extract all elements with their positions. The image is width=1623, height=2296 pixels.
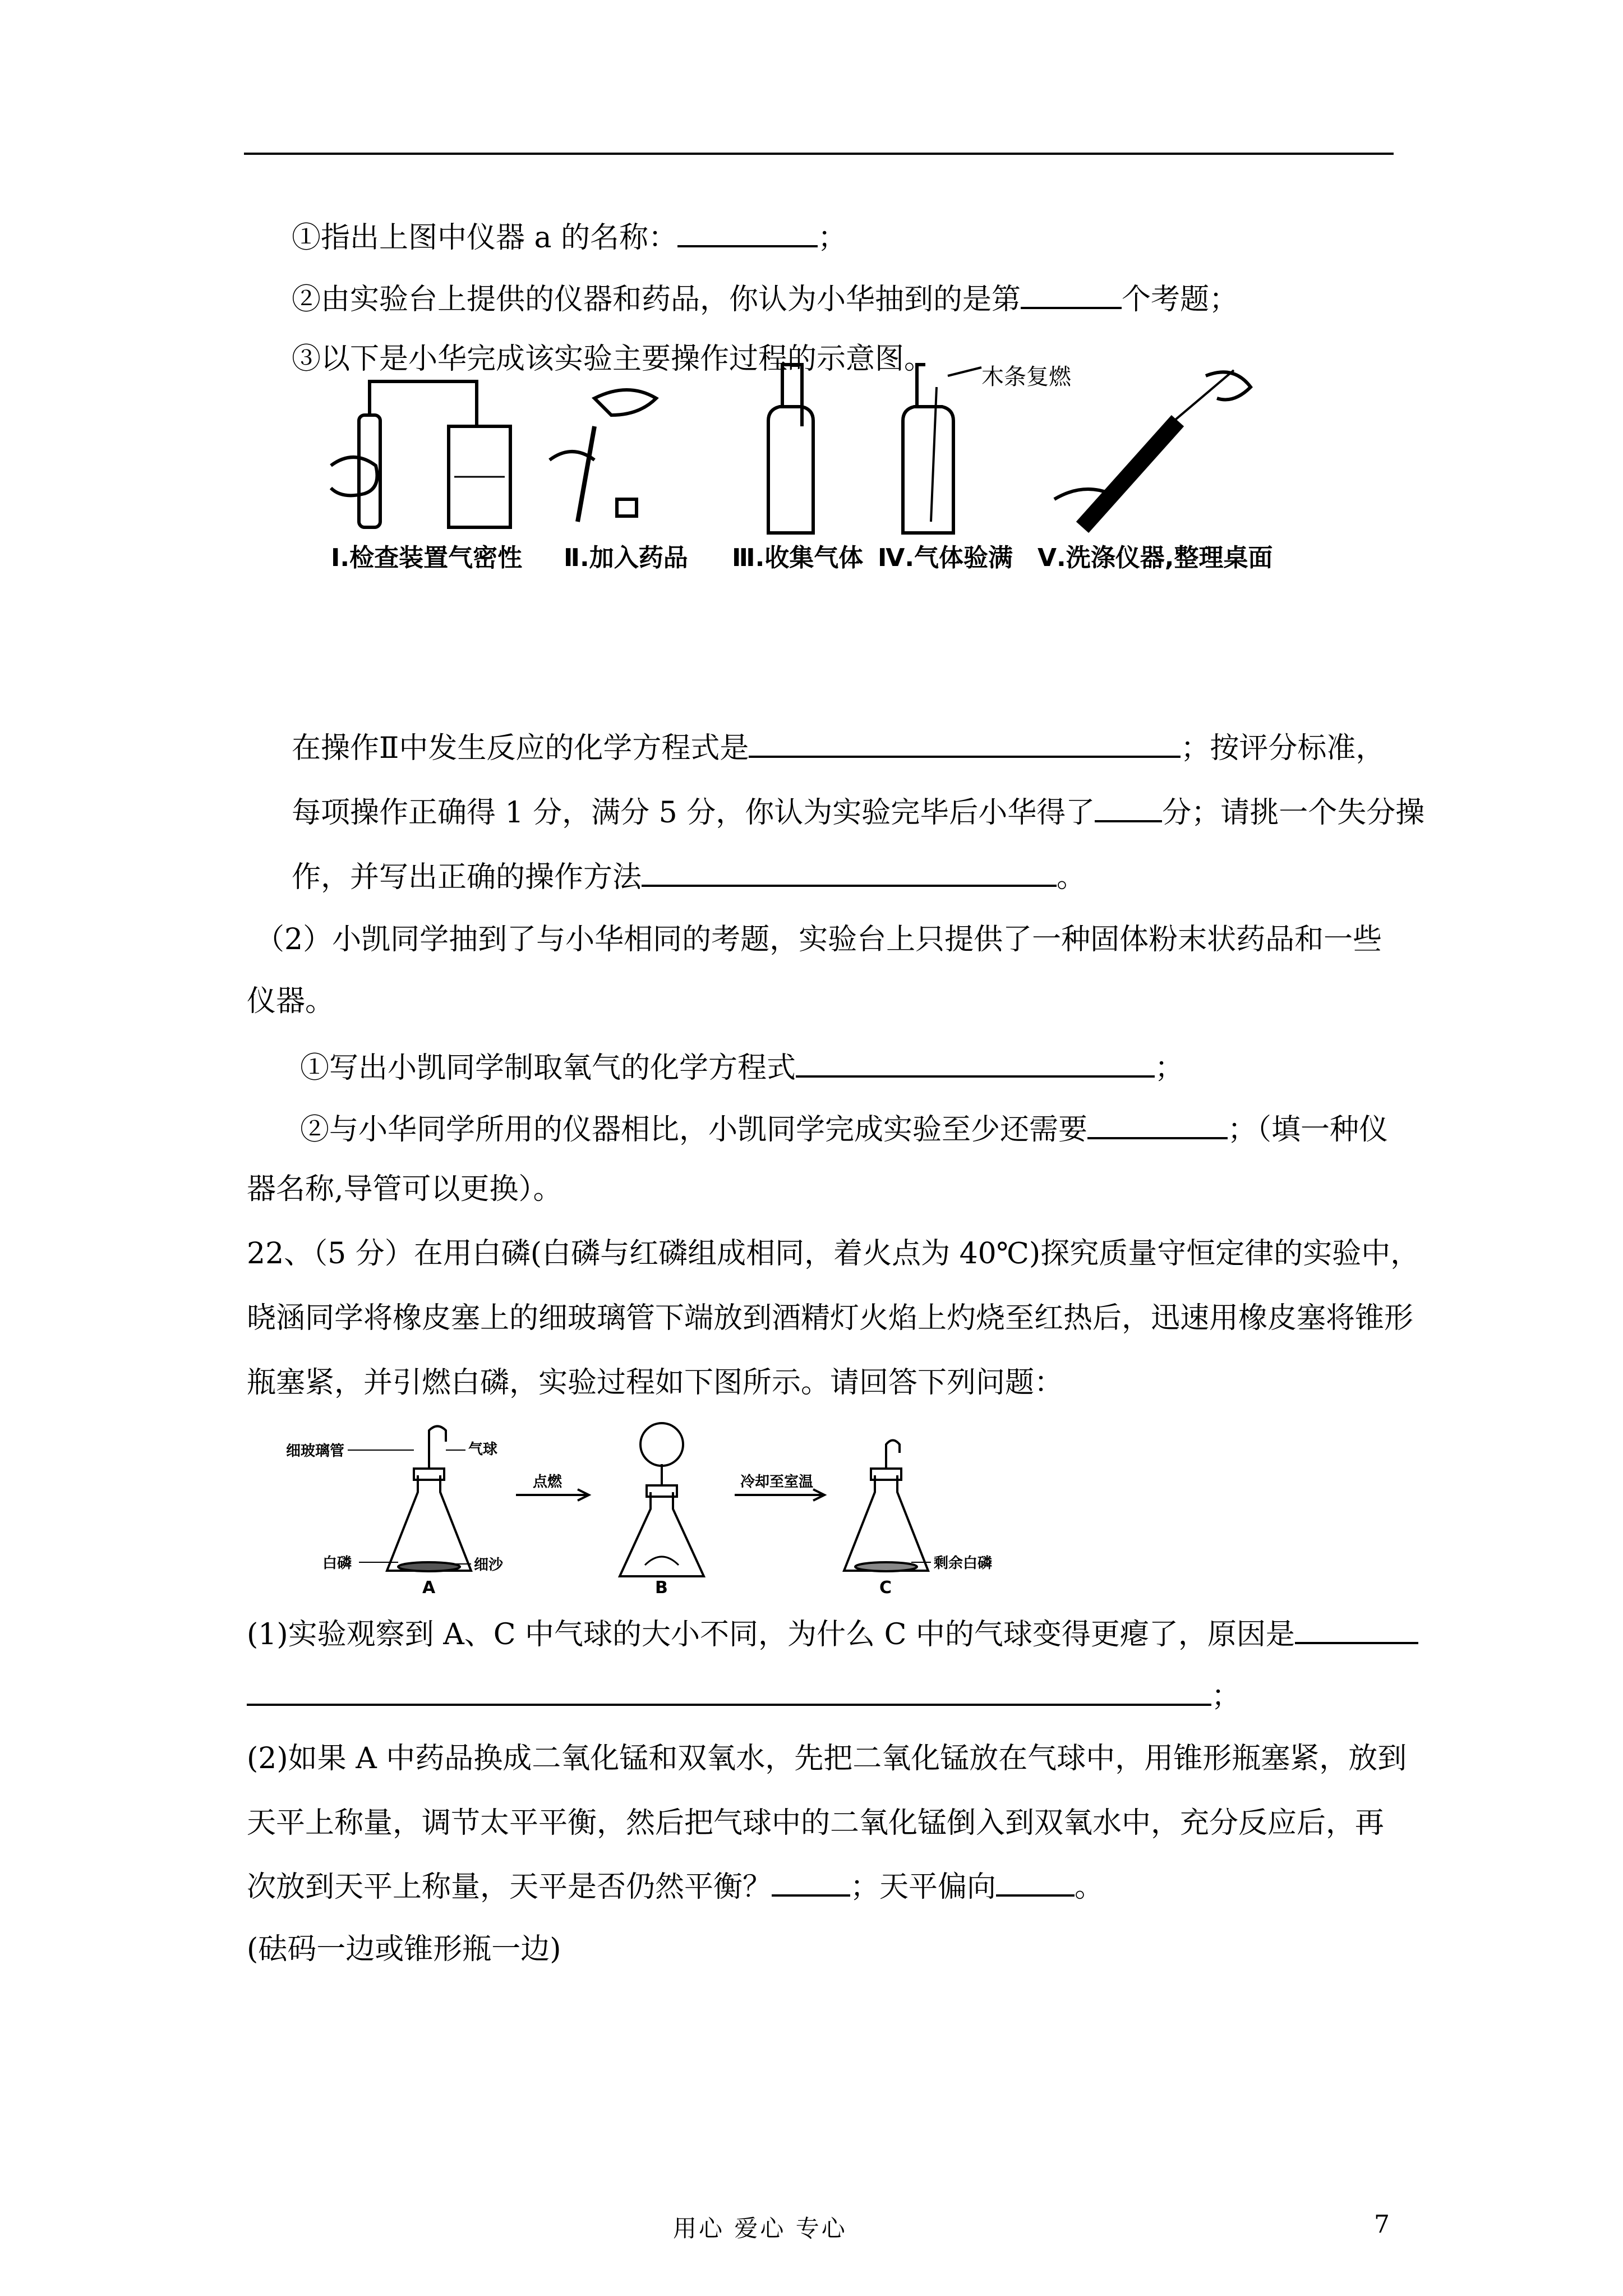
q22-sub1-pre: (1)实验观察到 A、C 中气球的大小不同，为什么 C 中的气球变得更瘪了，原因是	[247, 1618, 1295, 1651]
step-label-2: Ⅱ.加入药品	[564, 544, 688, 572]
q21-sub1-line	[292, 216, 847, 257]
q22-sub2-line3-pre: 次放到天平上称量，天平是否仍然平衡？	[247, 1870, 772, 1904]
step1-illustration	[331, 381, 510, 527]
footer-motto: 用心 爱心 专心	[673, 2215, 847, 2242]
q21-part2-sub2	[300, 1108, 1388, 1149]
q21-op-line3-pre: 作，并写出正确的操作方法	[292, 861, 642, 894]
step-label-4: Ⅳ.气体验满	[878, 544, 1013, 572]
q22-sub1-line2	[247, 1674, 1241, 1716]
answer-blank[interactable]	[1095, 791, 1162, 822]
answer-blank[interactable]	[796, 1046, 1155, 1078]
flask-a-illustration	[348, 1427, 471, 1572]
answer-blank[interactable]	[749, 726, 1181, 758]
q21-part2-sub1-pre: ①写出小凯同学制取氧气的化学方程式	[300, 1051, 796, 1085]
q22-sub2-line1: (2)如果 A 中药品换成二氧化锰和双氧水，先把二氧化锰放在气球中，用锥形瓶塞紧，放到	[247, 1742, 1407, 1775]
q21-op-line3-post: 。	[1057, 861, 1086, 894]
label-flask-c: C	[879, 1578, 892, 1598]
header-rule	[244, 153, 1394, 155]
label-glass-tube: 细玻璃管	[286, 1443, 345, 1460]
q21-part2-line1: （2）小凯同学抽到了与小华相同的考题，实验台上只提供了一种固体粉末状药品和一些	[255, 923, 1382, 956]
step4-illustration	[903, 365, 981, 533]
step3-illustration	[768, 365, 813, 533]
q22-line1: 22、（5 分）在用白磷(白磷与红磷组成相同，着火点为 40℃)探究质量守恒定律的实验中，	[247, 1237, 1420, 1271]
q21-op-line2	[292, 791, 1424, 832]
step-label-1: Ⅰ.检查装置气密性	[331, 544, 523, 572]
q22-line2: 晓涵同学将橡皮塞上的细玻璃管下端放到酒精灯火焰上灼烧至红热后，迅速用橡皮塞将锥形	[247, 1301, 1414, 1335]
q21-op-line3	[292, 855, 1086, 897]
answer-blank[interactable]	[1021, 278, 1122, 309]
answer-blank[interactable]	[247, 1674, 1211, 1706]
q22-sub2-note: (砝码一边或锥形瓶一边)	[247, 1932, 561, 1966]
q21-op-line2-pre: 每项操作正确得 1 分，满分 5 分，你认为实验完毕后小华得了	[292, 796, 1095, 830]
label-sand: 细沙	[474, 1557, 504, 1573]
q21-part2-sub1-post: ；	[1155, 1051, 1184, 1085]
arrow-cool	[735, 1489, 824, 1501]
step-label-3: Ⅲ.收集气体	[732, 544, 864, 572]
q22-sub1-line	[247, 1613, 1418, 1654]
step5-illustration	[1054, 370, 1251, 527]
q21-op-line1-pre: 在操作Ⅱ中发生反应的化学方程式是	[292, 731, 749, 765]
flask-b-illustration	[620, 1423, 704, 1576]
q22-sub2-line3	[247, 1865, 1104, 1907]
label-balloon: 气球	[468, 1441, 498, 1458]
label-flask-b: B	[655, 1578, 668, 1598]
q21-sub2-line	[292, 278, 1238, 319]
label-white-phosphorus: 白磷	[322, 1555, 352, 1572]
flask-c-illustration	[844, 1441, 931, 1572]
arrow-ignite	[516, 1489, 589, 1501]
q22-sub2-line2: 天平上称量，调节太平平衡，然后把气球中的二氧化锰倒入到双氧水中，充分反应后，再	[247, 1806, 1385, 1840]
answer-blank[interactable]	[772, 1865, 850, 1897]
q21-part2-line2: 仪器。	[247, 984, 335, 1018]
label-remaining-phosphorus: 剩余白磷	[934, 1555, 993, 1572]
q21-sub2-post: 个考题；	[1122, 283, 1239, 316]
answer-blank[interactable]	[1295, 1613, 1418, 1644]
annotation-splint-rekindles: 木条复燃	[981, 364, 1071, 390]
step-label-5: Ⅴ.洗涤仪器,整理桌面	[1038, 544, 1273, 572]
q21-part2-sub2-post: ；（填一种仪	[1228, 1113, 1389, 1147]
q21-sub2-pre: ②由实验台上提供的仪器和药品，你认为小华抽到的是第	[292, 283, 1021, 316]
answer-blank[interactable]	[996, 1865, 1075, 1897]
q21-op-line2-post: 分；请挑一个失分操	[1162, 796, 1425, 830]
q21-op-line1-post: ；按评分标准，	[1181, 731, 1385, 765]
answer-blank[interactable]	[642, 855, 1057, 887]
q21-part2-sub2-line2: 器名称,导管可以更换）。	[247, 1172, 562, 1206]
q21-sub3-line: ③以下是小华完成该实验主要操作过程的示意图。	[292, 342, 934, 376]
label-arrow-ignite: 点燃	[533, 1474, 562, 1490]
q21-op-line1	[292, 726, 1385, 768]
answer-blank[interactable]	[677, 216, 818, 247]
page-number: 7	[1374, 2210, 1390, 2239]
q21-sub1-text: ①指出上图中仪器 a 的名称：	[292, 221, 678, 255]
q22-sub1-end: ；	[1211, 1680, 1241, 1713]
flask-experiment-figure	[286, 1419, 1015, 1599]
q21-sub1-end: ；	[818, 221, 847, 255]
q21-part2-sub2-pre: ②与小华同学所用的仪器相比，小凯同学完成实验至少还需要	[300, 1113, 1088, 1147]
q22-sub2-line3-post: 。	[1075, 1870, 1104, 1904]
label-arrow-cool: 冷却至室温	[740, 1474, 814, 1490]
label-flask-a: A	[422, 1578, 436, 1598]
q22-sub2-line3-mid: ；天平偏向	[850, 1870, 997, 1904]
step2-illustration	[550, 390, 656, 522]
q21-part2-sub1	[300, 1046, 1184, 1088]
q22-line3: 瓶塞紧，并引燃白磷，实验过程如下图所示。请回答下列问题：	[247, 1366, 1064, 1400]
answer-blank[interactable]	[1087, 1108, 1228, 1139]
